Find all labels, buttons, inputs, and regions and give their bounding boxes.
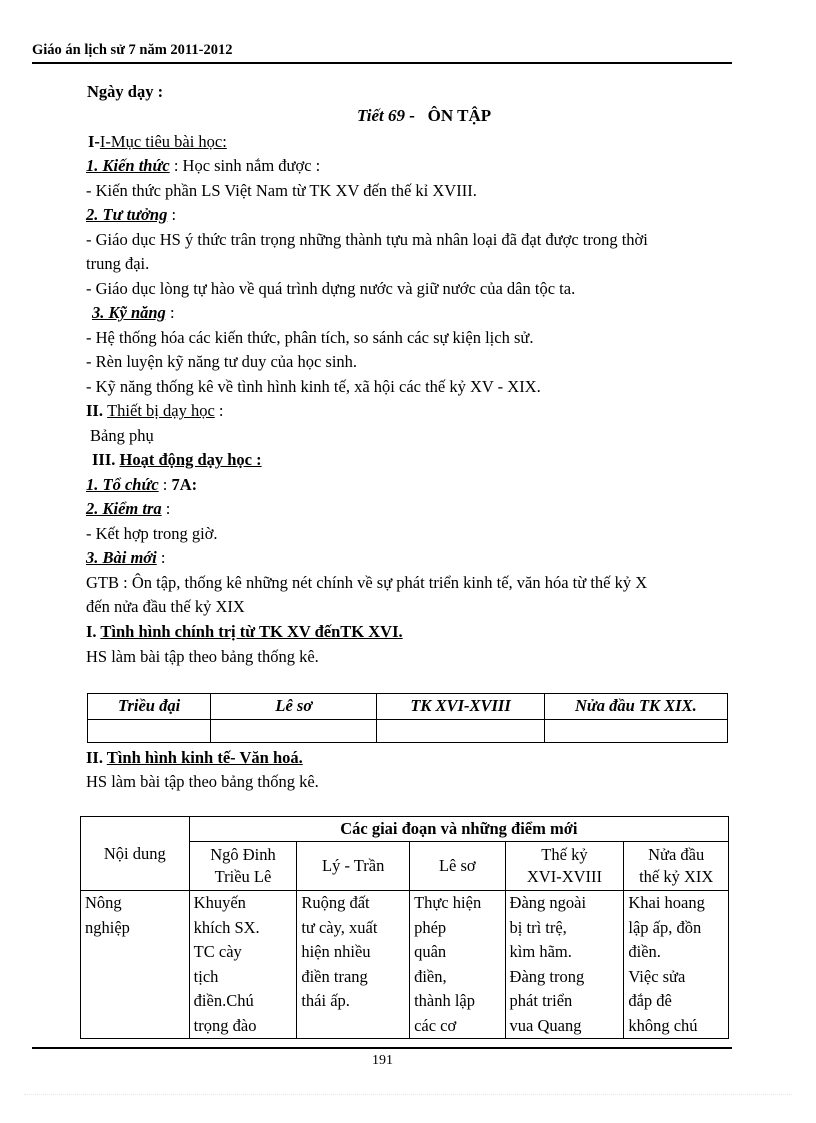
politics-header-16-18: TK XVI-XVIII bbox=[377, 694, 544, 720]
cell-line: thái ấp. bbox=[301, 991, 350, 1010]
cell-line: không chú bbox=[628, 1015, 698, 1035]
class-name: 7A: bbox=[171, 475, 198, 494]
subheader-line: Lý - Trần bbox=[322, 856, 385, 875]
organization-line bbox=[86, 475, 197, 495]
economy-subheader-le-so bbox=[410, 842, 505, 891]
economy-table-clip bbox=[80, 816, 730, 1042]
cell-line: khích SX. bbox=[193, 917, 260, 937]
row-label-agriculture bbox=[81, 891, 190, 1039]
activities-heading-text: Hoạt động dạy học : bbox=[119, 450, 262, 469]
lesson-name: ÔN TẬP bbox=[427, 106, 492, 125]
cell-le-so-agriculture bbox=[410, 891, 505, 1039]
politics-table-empty-row bbox=[88, 719, 728, 742]
cell-line: thành lập bbox=[414, 991, 476, 1010]
attitude-colon: : bbox=[167, 205, 177, 224]
organization-label: 1. Tổ chức bbox=[86, 475, 159, 494]
check-item: - Kết hợp trong giờ. bbox=[86, 524, 218, 543]
cell-line: vua Quang bbox=[509, 1015, 582, 1035]
subheader-line: Triều Lê bbox=[214, 867, 272, 886]
bottom-dotted-border bbox=[24, 1094, 792, 1095]
cell-line: điền.Chú bbox=[193, 991, 254, 1010]
cell-line: tịch bbox=[193, 966, 219, 986]
lesson-number: Tiết 69 - bbox=[357, 106, 415, 125]
cell-line: TC cày bbox=[193, 942, 242, 961]
cell-line: Thực hiện bbox=[414, 893, 482, 912]
economy-subheader-ly-tran bbox=[297, 842, 410, 891]
page-number: 191 bbox=[372, 1053, 393, 1068]
subheader-line: Nửa đầu bbox=[648, 845, 705, 864]
cell-line: điền, bbox=[414, 966, 447, 986]
check-colon: : bbox=[161, 499, 171, 518]
politics-header-19: Nửa đầu TK XIX. bbox=[544, 694, 727, 720]
cell-line: hiện nhiều bbox=[301, 942, 371, 961]
document-header: Giáo án lịch sử 7 năm 2011-2012 bbox=[32, 42, 233, 58]
cell-ly-tran-agriculture bbox=[297, 891, 410, 1039]
row-label-line: nghiệp bbox=[85, 917, 130, 937]
economy-table-group-row bbox=[81, 817, 729, 842]
attitude-item-2: - Giáo dục lòng tự hào về quá trình dựng nước và giữ nước của dân tộc ta. bbox=[86, 279, 576, 298]
intro-line-2: đến nửa đầu thế kỷ XIX bbox=[86, 597, 245, 616]
cell-line: điền. bbox=[628, 942, 661, 961]
knowledge-intro: : Học sinh nắm được : bbox=[169, 156, 321, 175]
politics-cell[interactable] bbox=[377, 719, 544, 742]
check-label: 2. Kiểm tra bbox=[86, 499, 162, 518]
cell-line: quân bbox=[414, 942, 447, 961]
economy-instruction: HS làm bài tập theo bảng thống kê. bbox=[86, 772, 319, 791]
cell-line: kìm hãm. bbox=[509, 942, 572, 961]
new-lesson-line bbox=[86, 548, 165, 568]
economy-row-agriculture bbox=[81, 891, 729, 1039]
cell-line: Khai hoang bbox=[628, 893, 705, 912]
knowledge-line bbox=[86, 156, 320, 176]
cell-line: bị trì trệ, bbox=[509, 917, 567, 937]
new-lesson-label: 3. Bài mới bbox=[86, 548, 157, 567]
skills-item-2: - Rèn luyện kỹ năng tư duy của học sinh. bbox=[86, 352, 358, 371]
section-equipment-heading bbox=[86, 401, 224, 421]
politics-heading bbox=[86, 622, 403, 642]
organization-colon: : bbox=[158, 475, 172, 494]
cell-line: Khuyến bbox=[193, 893, 246, 912]
header-rule bbox=[32, 62, 732, 64]
equipment-colon: : bbox=[214, 401, 224, 420]
economy-header-group: Các giai đoạn và những điểm mới bbox=[189, 817, 728, 842]
cell-line: Ruộng đất bbox=[301, 893, 370, 912]
politics-cell[interactable] bbox=[544, 719, 727, 742]
economy-table bbox=[80, 816, 729, 1039]
cell-line: Đàng trong bbox=[509, 966, 585, 986]
equipment-heading-text: Thiết bị dạy học bbox=[107, 401, 215, 420]
cell-19-agriculture bbox=[624, 891, 729, 1039]
cell-line: đắp đê bbox=[628, 991, 672, 1010]
cell-line: phát triển bbox=[509, 991, 573, 1010]
attitude-item-1b: trung đại. bbox=[86, 254, 150, 273]
attitude-label: 2. Tư tưởng bbox=[86, 205, 168, 224]
skills-label: 3. Kỹ năng bbox=[92, 303, 166, 322]
economy-subheader-16-18 bbox=[505, 842, 624, 891]
cell-line: trọng đào bbox=[193, 1015, 257, 1035]
skills-line bbox=[92, 303, 175, 323]
economy-subheader-ngo-dinh bbox=[189, 842, 297, 891]
equipment-item: Bảng phụ bbox=[90, 426, 154, 445]
economy-heading bbox=[86, 748, 303, 768]
politics-header-le-so: Lê sơ bbox=[211, 694, 377, 720]
subheader-line: Ngô Đinh bbox=[210, 845, 276, 864]
politics-cell[interactable] bbox=[211, 719, 377, 742]
footer-rule bbox=[32, 1047, 732, 1049]
politics-table-header-row bbox=[88, 694, 728, 720]
skills-colon: : bbox=[165, 303, 175, 322]
date-label: Ngày dạy : bbox=[87, 82, 164, 101]
knowledge-label: 1. Kiến thức bbox=[86, 156, 170, 175]
cell-16-18-agriculture bbox=[505, 891, 624, 1039]
section-objectives-heading: I-I-Mục tiêu bài học: bbox=[88, 132, 227, 151]
politics-table bbox=[87, 693, 728, 743]
cell-line: Đàng ngoài bbox=[509, 893, 587, 912]
row-label-line: Nông bbox=[85, 893, 122, 912]
politics-instruction: HS làm bài tập theo bảng thống kê. bbox=[86, 647, 319, 666]
cell-line: Việc sửa bbox=[628, 966, 686, 986]
economy-header-content: Nội dung bbox=[81, 817, 190, 891]
cell-line: tư cày, xuất bbox=[301, 917, 378, 937]
politics-cell[interactable] bbox=[88, 719, 211, 742]
cell-line: lập ấp, đồn bbox=[628, 917, 702, 937]
skills-item-1: - Hệ thống hóa các kiến thức, phân tích, so sánh các sự kiện lịch sử. bbox=[86, 328, 534, 347]
activities-number: III. bbox=[92, 450, 120, 469]
intro-line-1: GTB : Ôn tập, thống kê những nét chính về sự phát triển kinh tế, văn hóa từ thế kỷ X bbox=[86, 573, 648, 592]
new-lesson-colon: : bbox=[156, 548, 166, 567]
attitude-item-1a: - Giáo dục HS ý thức trân trọng những thành tựu mà nhân loại đã đạt được trong thời bbox=[86, 230, 648, 249]
cell-line: phép bbox=[414, 917, 447, 937]
cell-ngo-dinh-agriculture bbox=[189, 891, 297, 1039]
economy-number: II. bbox=[86, 748, 107, 767]
subheader-line: thế kỷ XIX bbox=[639, 867, 714, 886]
economy-subheader-19 bbox=[624, 842, 729, 891]
economy-heading-text: Tình hình kinh tế- Văn hoá. bbox=[106, 748, 303, 767]
knowledge-item: - Kiến thức phần LS Việt Nam từ TK XV đến thế kỉ XVIII. bbox=[86, 181, 477, 200]
politics-header-dynasty: Triều đại bbox=[88, 694, 211, 720]
check-line bbox=[86, 499, 170, 519]
politics-heading-text: Tình hình chính trị từ TK XV đếnTK XVI. bbox=[100, 622, 403, 641]
subheader-line: XVI-XVIII bbox=[526, 867, 603, 886]
cell-line: điền trang bbox=[301, 966, 368, 986]
cell-line: các cơ bbox=[414, 1015, 457, 1035]
section-activities-heading bbox=[92, 450, 262, 470]
equipment-number: II. bbox=[86, 401, 108, 420]
subheader-line: Thế kỷ bbox=[541, 845, 588, 864]
subheader-line: Lê sơ bbox=[438, 856, 476, 875]
attitude-line bbox=[86, 205, 176, 225]
skills-item-3: - Kỹ năng thống kê về tình hình kinh tế, xã hội các thế kỷ XV - XIX. bbox=[86, 377, 541, 396]
objectives-heading-text: I-Mục tiêu bài học: bbox=[99, 132, 227, 151]
lesson-title bbox=[357, 106, 491, 126]
politics-number: I. bbox=[86, 622, 101, 641]
